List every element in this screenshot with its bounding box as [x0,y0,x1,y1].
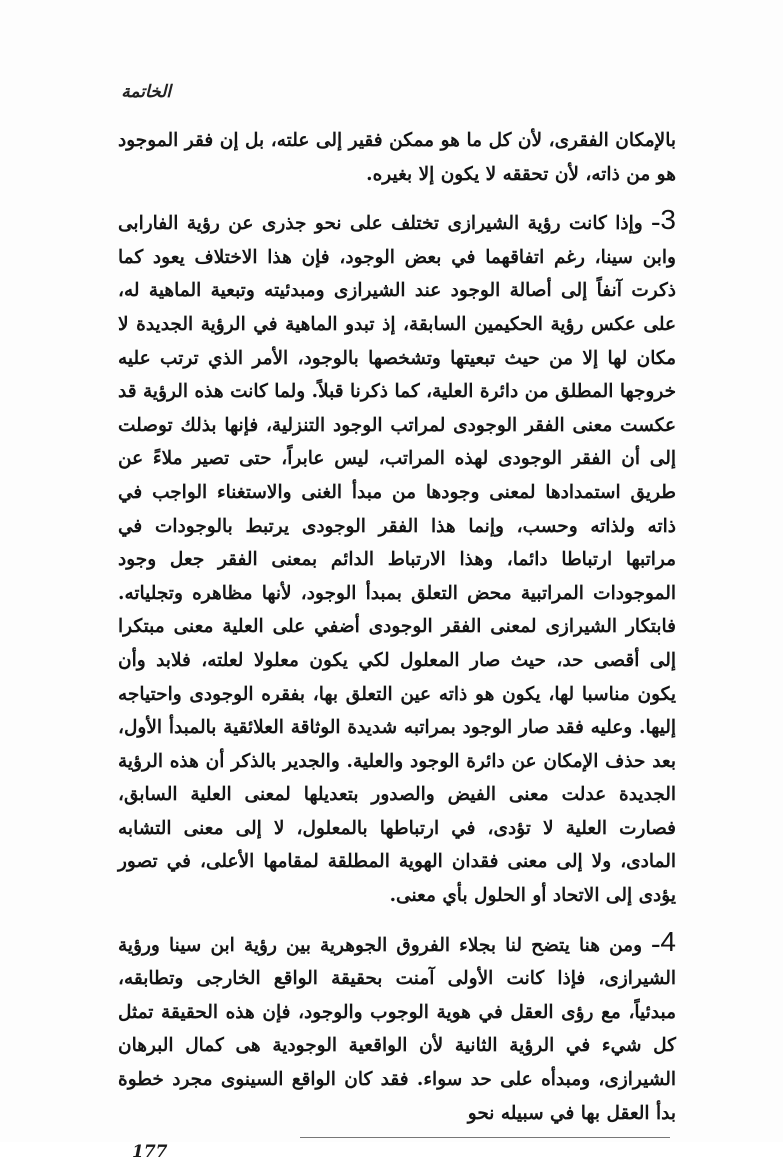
paragraph-continuation: بالإمكان الفقرى، لأن كل ما هو ممكن فقير إلى علته، بل إن فقر الموجود هو من ذاته، لأن تحققه لا يكون إلا بغيره. [118,130,676,185]
body-text [118,124,676,1130]
paragraph-number: 3 [660,204,676,236]
paragraph-text: – ومن هنا يتضح لنا بجلاء الفروق الجوهرية بين رؤية ابن سينا ورؤية الشيرازى، فإذا كانت الأولى آمنت بحقيقة الواقع الخارجى وتطابقه، مبدئياً، مع رؤى العقل في هوية الوجوب والوجود، فإن هذه الحقيقة تمثل كل شيء في الرؤية الثانية لأن الواقعية الوجودية هى كمال البرهان الشيرازى، ومبدأه على حد سواء. فقد كان الواقع السينوى مجرد خطوة بدأ العقل بها في سبيله نحو [118,934,676,1124]
footer-divider [300,1137,670,1138]
paragraph-number: 4 [660,925,676,957]
page-number: 177 [132,1142,168,1162]
paragraph-text: – وإذا كانت رؤية الشيرازى تختلف على نحو جذرى عن رؤية الفارابى وابن سينا، رغم اتفاقهما في بعض الوجود، فإن هذا الاختلاف يعود كما ذكرت آنفاً إلى أصالة الوجود عند الشيرازى ومبدئيته وتبعية الماهية له، على عكس رؤية الحكيمين السابقة، إذ تبدو الماهية في الرؤية الجديدة لا مكان لها إلا من حيث تبعيتها وتشخصها بالوجود، الأمر الذي ترتب عليه خروجها المطلق من دائرة العلية، كما ذكرنا قبلاً. ولما كانت هذه الرؤية قد عكست معنى الفقر الوجودى لمراتب الوجود التنزلية، فإنها بذلك توصلت إلى أن الفقر الوجودى لهذه المراتب، ليس عابراً، حتى تصير ملاءً عن طريق استمدادها لمعنى وجودها من مبدأ الغنى والاستغناء الواجب في ذاته ولذاته وحسب، وإنما هذا الفقر الوجودى يرتبط بالوجودات في مراتبها ارتباطا دائما، وهذا الارتباط الدائم بمعنى الفقر جعل وجود الموجودات المراتبية محض التعلق بمبدأ الوجود، لأنها مظاهره وتجلياته. فابتكار الشيرازى لمعنى الفقر الوجودى أضفي على العلية معنى مبتكرا إلى أقصى حد، حيث صار المعلول لكي يكون معلولا لعلته، فلابد وأن يكون مناسبا لها، يكون هو ذاته عين التعلق بها، بفقره الوجودى واحتياجه إليها. وعليه فقد صار الوجود بمراتبه شديدة الوثاقة العلائقية بالمبدأ الأول، بعد حذف الإمكان عن دائرة الوجود والعلية. والجدير بالذكر أن هذه الرؤية الجديدة عدلت معنى الفيض والصدور بتعديلها لمعنى العلية السابق، فصارت العلية لا تؤدى، في ارتباطها بالمعلول، لا إلى معنى التشابه المادى، ولا إلى معنى فقدان الهوية المطلقة لمقامها الأعلى، في تصور يؤدى إلى الاتحاد أو الحلول بأي معنى. [118,213,676,907]
paragraph-item-3 [118,203,676,912]
paragraph-item-4 [118,925,676,1131]
running-header-title: الخاتمة [121,82,171,102]
